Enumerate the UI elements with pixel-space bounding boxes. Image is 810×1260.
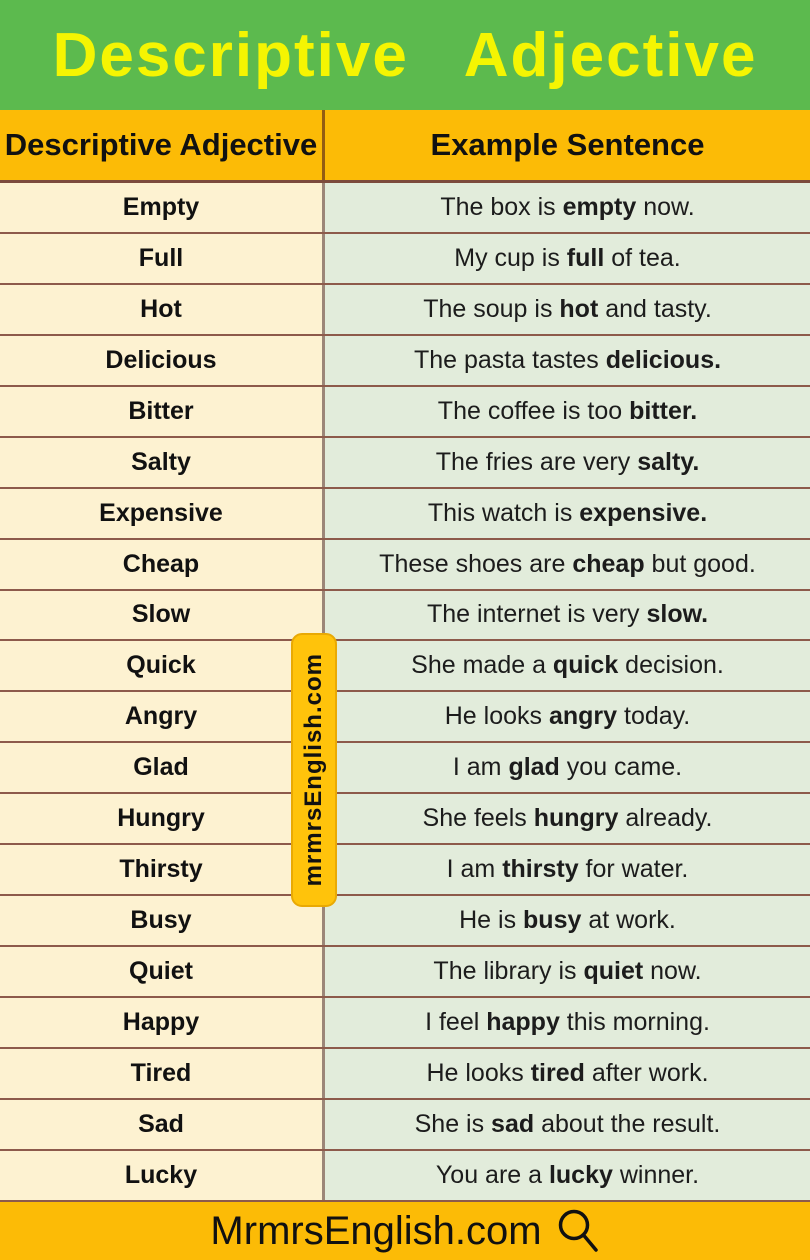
sentence-before: I am xyxy=(452,753,509,782)
sentence-keyword: hot xyxy=(559,294,599,323)
sentence-before: She made a xyxy=(411,651,553,680)
sentence-after: this morning. xyxy=(559,1007,710,1036)
adjective-cell xyxy=(0,947,325,996)
sentence-after: already. xyxy=(618,804,713,833)
sentence-text xyxy=(453,753,682,782)
sentence-text xyxy=(411,651,724,680)
sentence-keyword: expensive. xyxy=(579,498,708,527)
sentence-cell xyxy=(325,591,810,640)
sentence-keyword: hungry xyxy=(533,804,619,833)
adjective-label: Busy xyxy=(130,906,192,935)
sentence-cell xyxy=(325,1151,810,1200)
sentence-before: The soup is xyxy=(423,294,560,323)
sentence-cell xyxy=(325,285,810,334)
adjective-label: Sad xyxy=(138,1109,184,1138)
adjective-cell xyxy=(0,234,325,283)
sentence-keyword: lucky xyxy=(548,1160,613,1189)
table-row xyxy=(0,692,810,743)
sentence-keyword: cheap xyxy=(572,549,645,578)
table-body xyxy=(0,183,810,1202)
sentence-keyword: full xyxy=(566,243,605,272)
adjective-cell xyxy=(0,845,325,894)
sentence-text xyxy=(445,702,691,731)
sentence-keyword: angry xyxy=(548,702,618,731)
sentence-after: you came. xyxy=(559,753,683,782)
adjective-cell xyxy=(0,794,325,843)
sentence-keyword: thirsty xyxy=(502,855,579,884)
sentence-cell xyxy=(325,336,810,385)
sentence-cell xyxy=(325,896,810,945)
sentence-cell xyxy=(325,845,810,894)
sentence-keyword: delicious. xyxy=(605,345,722,374)
sentence-before: You are a xyxy=(435,1160,549,1189)
adjective-label: Quick xyxy=(126,651,196,680)
table-row xyxy=(0,641,810,692)
sentence-text xyxy=(423,804,713,833)
sentence-before: These shoes are xyxy=(379,549,573,578)
adjective-cell xyxy=(0,998,325,1047)
adjective-label: Angry xyxy=(124,702,198,731)
sentence-before: The pasta tastes xyxy=(413,345,606,374)
adjective-cell xyxy=(0,489,325,538)
sentence-text xyxy=(447,855,689,884)
adjective-cell xyxy=(0,1049,325,1098)
column-header-adjective: Descriptive Adjective xyxy=(0,110,325,180)
adjective-cell xyxy=(0,438,325,487)
adjective-cell xyxy=(0,183,325,232)
sentence-after: winner. xyxy=(612,1160,700,1189)
table-row xyxy=(0,1151,810,1202)
table-row xyxy=(0,438,810,489)
sentence-after: decision. xyxy=(618,651,724,680)
watermark-text: mrmrsEnglish.com xyxy=(300,653,327,887)
sentence-keyword: happy xyxy=(486,1007,560,1036)
sentence-before: He looks xyxy=(426,1058,531,1087)
sentence-after: and tasty. xyxy=(598,294,712,323)
sentence-after: but good. xyxy=(644,549,756,578)
sentence-keyword: busy xyxy=(523,906,582,935)
sentence-text xyxy=(426,1059,708,1088)
sentence-text xyxy=(415,1110,721,1139)
sentence-cell xyxy=(325,794,810,843)
sentence-cell xyxy=(325,489,810,538)
sentence-after: of tea. xyxy=(604,243,681,272)
table-row xyxy=(0,743,810,794)
sentence-cell xyxy=(325,438,810,487)
adjective-label: Delicious xyxy=(105,345,217,374)
table-row xyxy=(0,794,810,845)
adjective-label: Full xyxy=(138,243,184,272)
sentence-text xyxy=(428,499,707,528)
table-row xyxy=(0,998,810,1049)
adjective-cell xyxy=(0,336,325,385)
sentence-keyword: slow. xyxy=(646,600,709,629)
sentence-text xyxy=(423,295,712,324)
sentence-cell xyxy=(325,692,810,741)
sentence-text xyxy=(440,193,694,222)
table-row xyxy=(0,1100,810,1151)
sentence-after: at work. xyxy=(581,906,676,935)
adjective-cell xyxy=(0,641,325,690)
adjective-label: Glad xyxy=(133,753,189,782)
adjective-cell xyxy=(0,540,325,589)
adjective-label: Happy xyxy=(122,1007,200,1036)
adjective-cell xyxy=(0,387,325,436)
adjective-cell xyxy=(0,285,325,334)
adjective-cell xyxy=(0,692,325,741)
sentence-before: She is xyxy=(414,1109,492,1138)
sentence-before: He is xyxy=(459,906,524,935)
sentence-keyword: quick xyxy=(552,651,619,680)
table-row xyxy=(0,947,810,998)
adjective-label: Tired xyxy=(130,1058,192,1087)
adjective-label: Salty xyxy=(131,447,191,476)
sentence-after: for water. xyxy=(578,855,689,884)
sentence-before: He looks xyxy=(444,702,549,731)
table-row xyxy=(0,591,810,642)
adjective-label: Lucky xyxy=(124,1160,198,1189)
table-row xyxy=(0,540,810,591)
adjective-cell xyxy=(0,1151,325,1200)
adjective-label: Hot xyxy=(140,294,182,323)
adjective-label: Cheap xyxy=(122,549,200,578)
sentence-before: The library is xyxy=(433,957,584,986)
sentence-cell xyxy=(325,540,810,589)
sentence-before: The coffee is too xyxy=(437,396,630,425)
sentence-keyword: glad xyxy=(508,753,560,782)
sentence-cell xyxy=(325,998,810,1047)
adjective-cell xyxy=(0,896,325,945)
sentence-text xyxy=(454,244,680,273)
sentence-keyword: tired xyxy=(530,1058,585,1087)
sentence-after: now. xyxy=(643,957,702,986)
sentence-after: about the result. xyxy=(534,1109,721,1138)
table-row xyxy=(0,1049,810,1100)
title-banner xyxy=(0,0,810,110)
sentence-cell xyxy=(325,641,810,690)
table-row xyxy=(0,183,810,234)
sentence-cell xyxy=(325,234,810,283)
adjective-cell xyxy=(0,591,325,640)
sentence-text xyxy=(459,906,676,935)
sentence-before: She feels xyxy=(422,804,534,833)
sentence-text xyxy=(414,346,721,375)
sentence-keyword: bitter. xyxy=(629,396,698,425)
sentence-cell xyxy=(325,183,810,232)
table-header-row xyxy=(0,110,810,183)
table-row xyxy=(0,285,810,336)
sentence-text xyxy=(436,1161,699,1190)
adjective-label: Empty xyxy=(122,192,200,221)
sentence-text xyxy=(425,1008,710,1037)
sentence-cell xyxy=(325,947,810,996)
adjective-label: Thirsty xyxy=(119,855,203,884)
adjective-label: Slow xyxy=(131,600,191,629)
sentence-after: after work. xyxy=(584,1058,709,1087)
adjective-label: Quiet xyxy=(129,957,193,986)
sentence-after: now. xyxy=(636,192,695,221)
sentence-before: This watch is xyxy=(427,498,580,527)
adjective-label: Hungry xyxy=(117,804,205,833)
sentence-cell xyxy=(325,743,810,792)
adjective-cell xyxy=(0,1100,325,1149)
adjective-cell xyxy=(0,743,325,792)
sentence-before: I am xyxy=(446,855,503,884)
sentence-text xyxy=(427,600,708,629)
sentence-text xyxy=(433,957,701,986)
sentence-keyword: quiet xyxy=(583,957,644,986)
table-row xyxy=(0,489,810,540)
sentence-before: The fries are very xyxy=(435,447,638,476)
sentence-text xyxy=(436,448,700,477)
footer-bar xyxy=(0,1202,810,1260)
sentence-before: The box is xyxy=(440,192,563,221)
sentence-text xyxy=(438,397,697,426)
adjective-label: Expensive xyxy=(99,498,223,527)
adjective-label: Bitter xyxy=(128,396,194,425)
sentence-cell xyxy=(325,387,810,436)
table-row xyxy=(0,234,810,285)
sentence-before: My cup is xyxy=(454,243,567,272)
sentence-after: today. xyxy=(617,702,691,731)
sentence-keyword: sad xyxy=(491,1109,535,1138)
sentence-cell xyxy=(325,1049,810,1098)
table-row xyxy=(0,336,810,387)
watermark-badge xyxy=(291,633,337,907)
sentence-before: The internet is very xyxy=(426,600,647,629)
table-row xyxy=(0,845,810,896)
sentence-keyword: empty xyxy=(562,192,637,221)
footer-site-text: MrmrsEnglish.com xyxy=(210,1208,542,1253)
search-icon xyxy=(556,1208,600,1254)
sentence-before: I feel xyxy=(425,1007,487,1036)
sentence-cell xyxy=(325,1100,810,1149)
sentence-keyword: salty. xyxy=(637,447,700,476)
column-header-sentence: Example Sentence xyxy=(325,110,810,180)
page-title: Descriptive Adjective xyxy=(52,20,758,90)
table-row xyxy=(0,387,810,438)
table-row xyxy=(0,896,810,947)
sentence-text xyxy=(379,550,756,579)
